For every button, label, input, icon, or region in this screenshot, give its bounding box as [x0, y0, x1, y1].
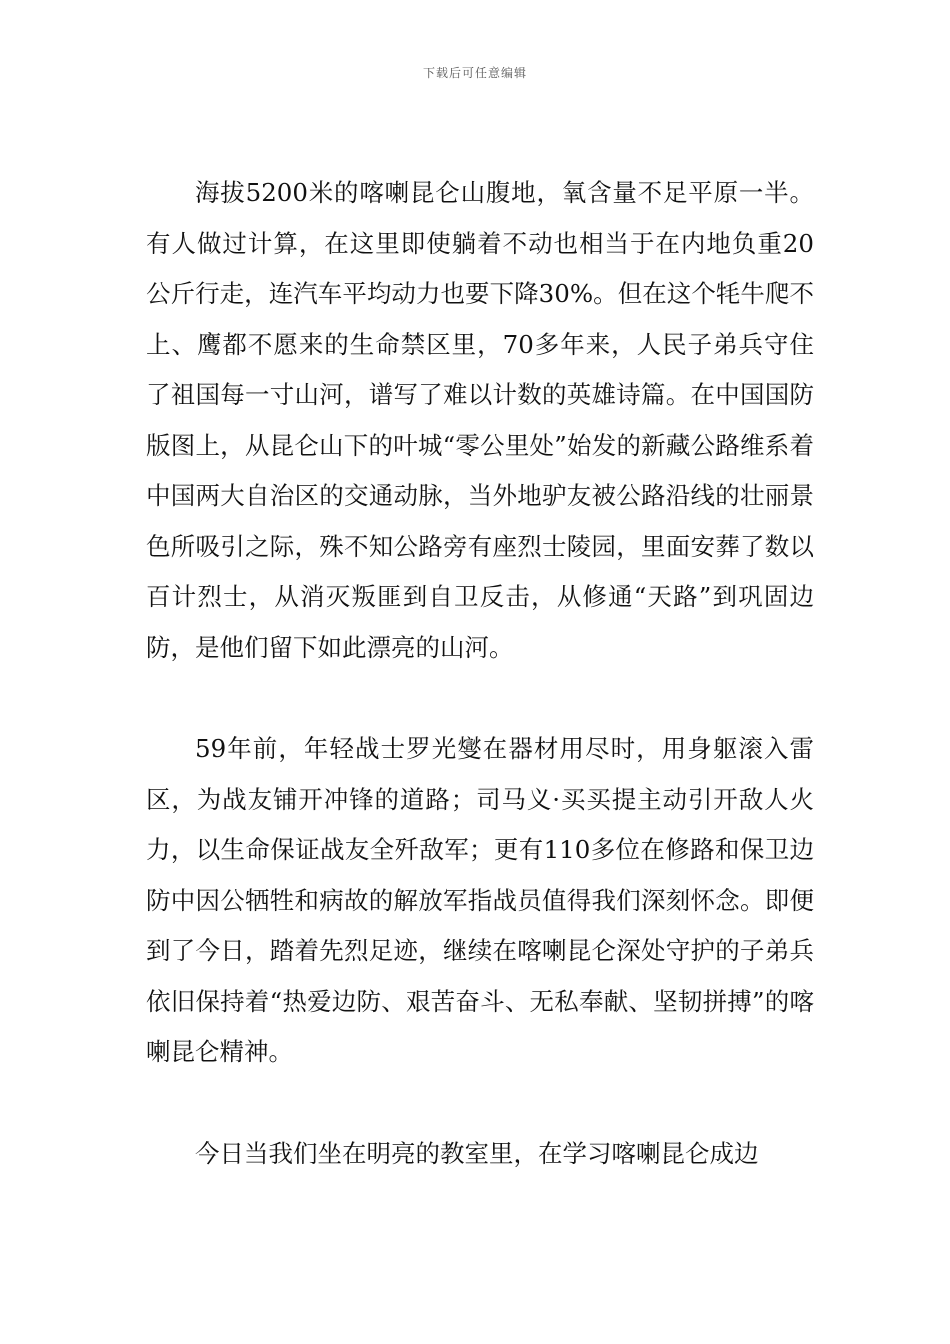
page-header: 下载后可任意编辑 [422, 66, 527, 80]
paragraph-2: 59年前，年轻战士罗光燮在器材用尽时，用身躯滚入雷区，为战友铺开冲锋的道路；司马义·买买提主动引开敌人火力，以生命保证战友全歼敌军；更有110多位在修路和保卫边防中因公牺牲和病故的解放军指战员值得我们深刻怀念。即便到了今日，踏着先烈足迹，继续在喀喇昆仑深处守护的子弟兵依旧保持着“热爱边防、艰苦奋斗、无私奉献、坚韧拼搏”的喀喇昆仑精神。 [146, 734, 814, 1066]
paragraph-1: 海拔5200米的喀喇昆仑山腹地，氧含量不足平原一半。有人做过计算，在这里即使躺着不动也相当于在内地负重20公斤行走，连汽车平均动力也要下降30%。但在这个牦牛爬不上、鹰都不愿来的生命禁区里，70多年来，人民子弟兵守住了祖国每一寸山河，谱写了难以计数的英雄诗篇。在中国国防版图上，从昆仑山下的叶城“零公里处”始发的新藏公路维系着中国两大自治区的交通动脉，当外地驴友被公路沿线的壮丽景色所吸引之际，殊不知公路旁有座烈士陵园，里面安葬了数以百计烈士，从消灭叛匪到自卫反击，从修通“天路”到巩固边防，是他们留下如此漂亮的山河。 [146, 178, 814, 662]
document-body [146, 168, 814, 1179]
paragraph-3: 今日当我们坐在明亮的教室里，在学习喀喇昆仑成边 [195, 1138, 759, 1168]
